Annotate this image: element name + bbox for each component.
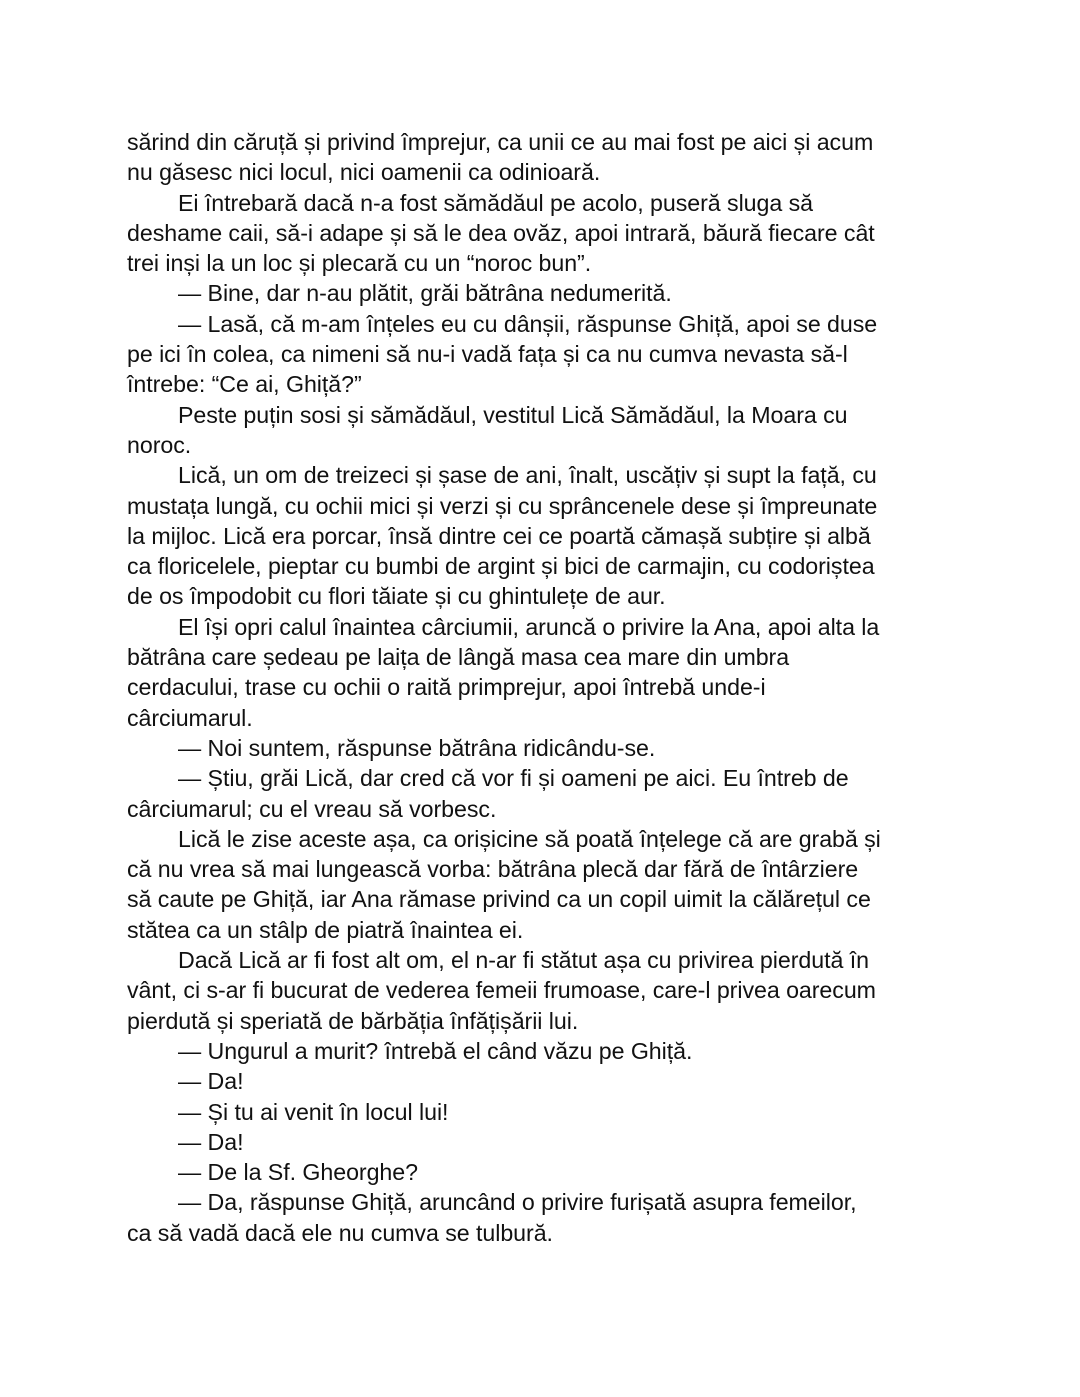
text-line: El își opri calul înaintea cârciumii, aruncă o privire la Ana, apoi alta la (178, 613, 880, 640)
text-line: noroc. (127, 431, 192, 458)
dialogue-line: — Lasă, că m-am înțeles eu cu dânșii, răspunse Ghiță, apoi se duse (178, 310, 878, 337)
dialogue-line: — Da! (178, 1128, 244, 1155)
text-line: nu găsesc nici locul, nici oamenii ca odinioară. (127, 159, 601, 186)
text-line: că nu vrea să mai lungească vorba: bătrâna plecă dar fără de întârziere (127, 856, 859, 883)
text-line: întrebe: “Ce ai, Ghiță?” (127, 371, 362, 398)
dialogue-line: — Bine, dar n-au plătit, grăi bătrâna nedumerită. (178, 280, 672, 307)
dialogue-line: — Noi suntem, răspunse bătrâna ridicându-se. (178, 734, 656, 761)
text-line: Lică le zise aceste așa, ca orișicine să poată înțelege că are grabă și (178, 825, 881, 852)
text-line: ca floricelele, pieptar cu bumbi de argint și bici de carmajin, cu codoriștea (127, 553, 875, 580)
text-line: Lică, un om de treizeci și șase de ani, înalt, uscățiv și supt la față, cu (178, 462, 877, 489)
dialogue-line: — Și tu ai venit în locul lui! (178, 1098, 449, 1125)
dialogue-line: — Da! (178, 1068, 244, 1095)
text-line: sărind din căruță și privind împrejur, ca unii ce au mai fost pe aici și acum (127, 129, 874, 155)
text-line: ca să vadă dacă ele nu cumva se tulbură. (127, 1219, 553, 1246)
text-line: la mijloc. Lică era porcar, însă dintre cei ce poartă cămașă subțire și albă (127, 522, 871, 549)
dialogue-line: — Da, răspunse Ghiță, aruncând o privire furișată asupra femeilor, (178, 1189, 857, 1216)
text-line: trei inși la un loc și plecară cu un “noroc bun”. (127, 250, 592, 277)
text-line: de os împodobit cu flori tăiate și cu ghintulețe de aur. (127, 583, 666, 610)
text-line: cârciumarul. (127, 704, 253, 731)
text-line: Ei întrebară dacă n-a fost sămădăul pe acolo, puseră sluga să (178, 189, 813, 216)
text-line: cârciumarul; cu el vreau să vorbesc. (127, 795, 497, 822)
body-text (127, 127, 957, 1248)
text-line: Dacă Lică ar fi fost alt om, el n-ar fi stătut așa cu privirea pierdută în (178, 947, 869, 974)
text-line: pierdută și speriată de bărbăția înfățișării lui. (127, 1007, 579, 1034)
text-line: să caute pe Ghiță, iar Ana rămase privind ca un copil uimit la călărețul ce (127, 886, 871, 913)
text-line: deshame caii, să-i adape și să le dea ovăz, apoi intrară, băură fiecare cât (127, 219, 875, 246)
text-line: pe ici în colea, ca nimeni să nu-i vadă fața și ca nu cumva nevasta să-l (127, 341, 848, 368)
dialogue-line: — Știu, grăi Lică, dar cred că vor fi și oameni pe aici. Eu întreb de (178, 765, 849, 792)
text-line: Peste puțin sosi și sămădăul, vestitul Lică Sămădăul, la Moara cu (178, 401, 848, 428)
dialogue-line: — Ungurul a murit? întrebă el când văzu pe Ghiță. (178, 1037, 693, 1064)
text-line: mustața lungă, cu ochii mici și verzi și cu sprâncenele dese și împreunate (127, 492, 878, 519)
text-line: vânt, ci s-ar fi bucurat de vederea femeii frumoase, care-l privea oarecum (127, 977, 876, 1004)
dialogue-line: — De la Sf. Gheorghe? (178, 1159, 418, 1186)
text-line: stătea ca un stâlp de piatră înaintea ei. (127, 916, 524, 943)
text-line: bătrâna care ședeau pe laița de lângă masa cea mare din umbra (127, 644, 790, 671)
text-line: cerdacului, trase cu ochii o raită primprejur, apoi întrebă unde-i (127, 674, 766, 701)
